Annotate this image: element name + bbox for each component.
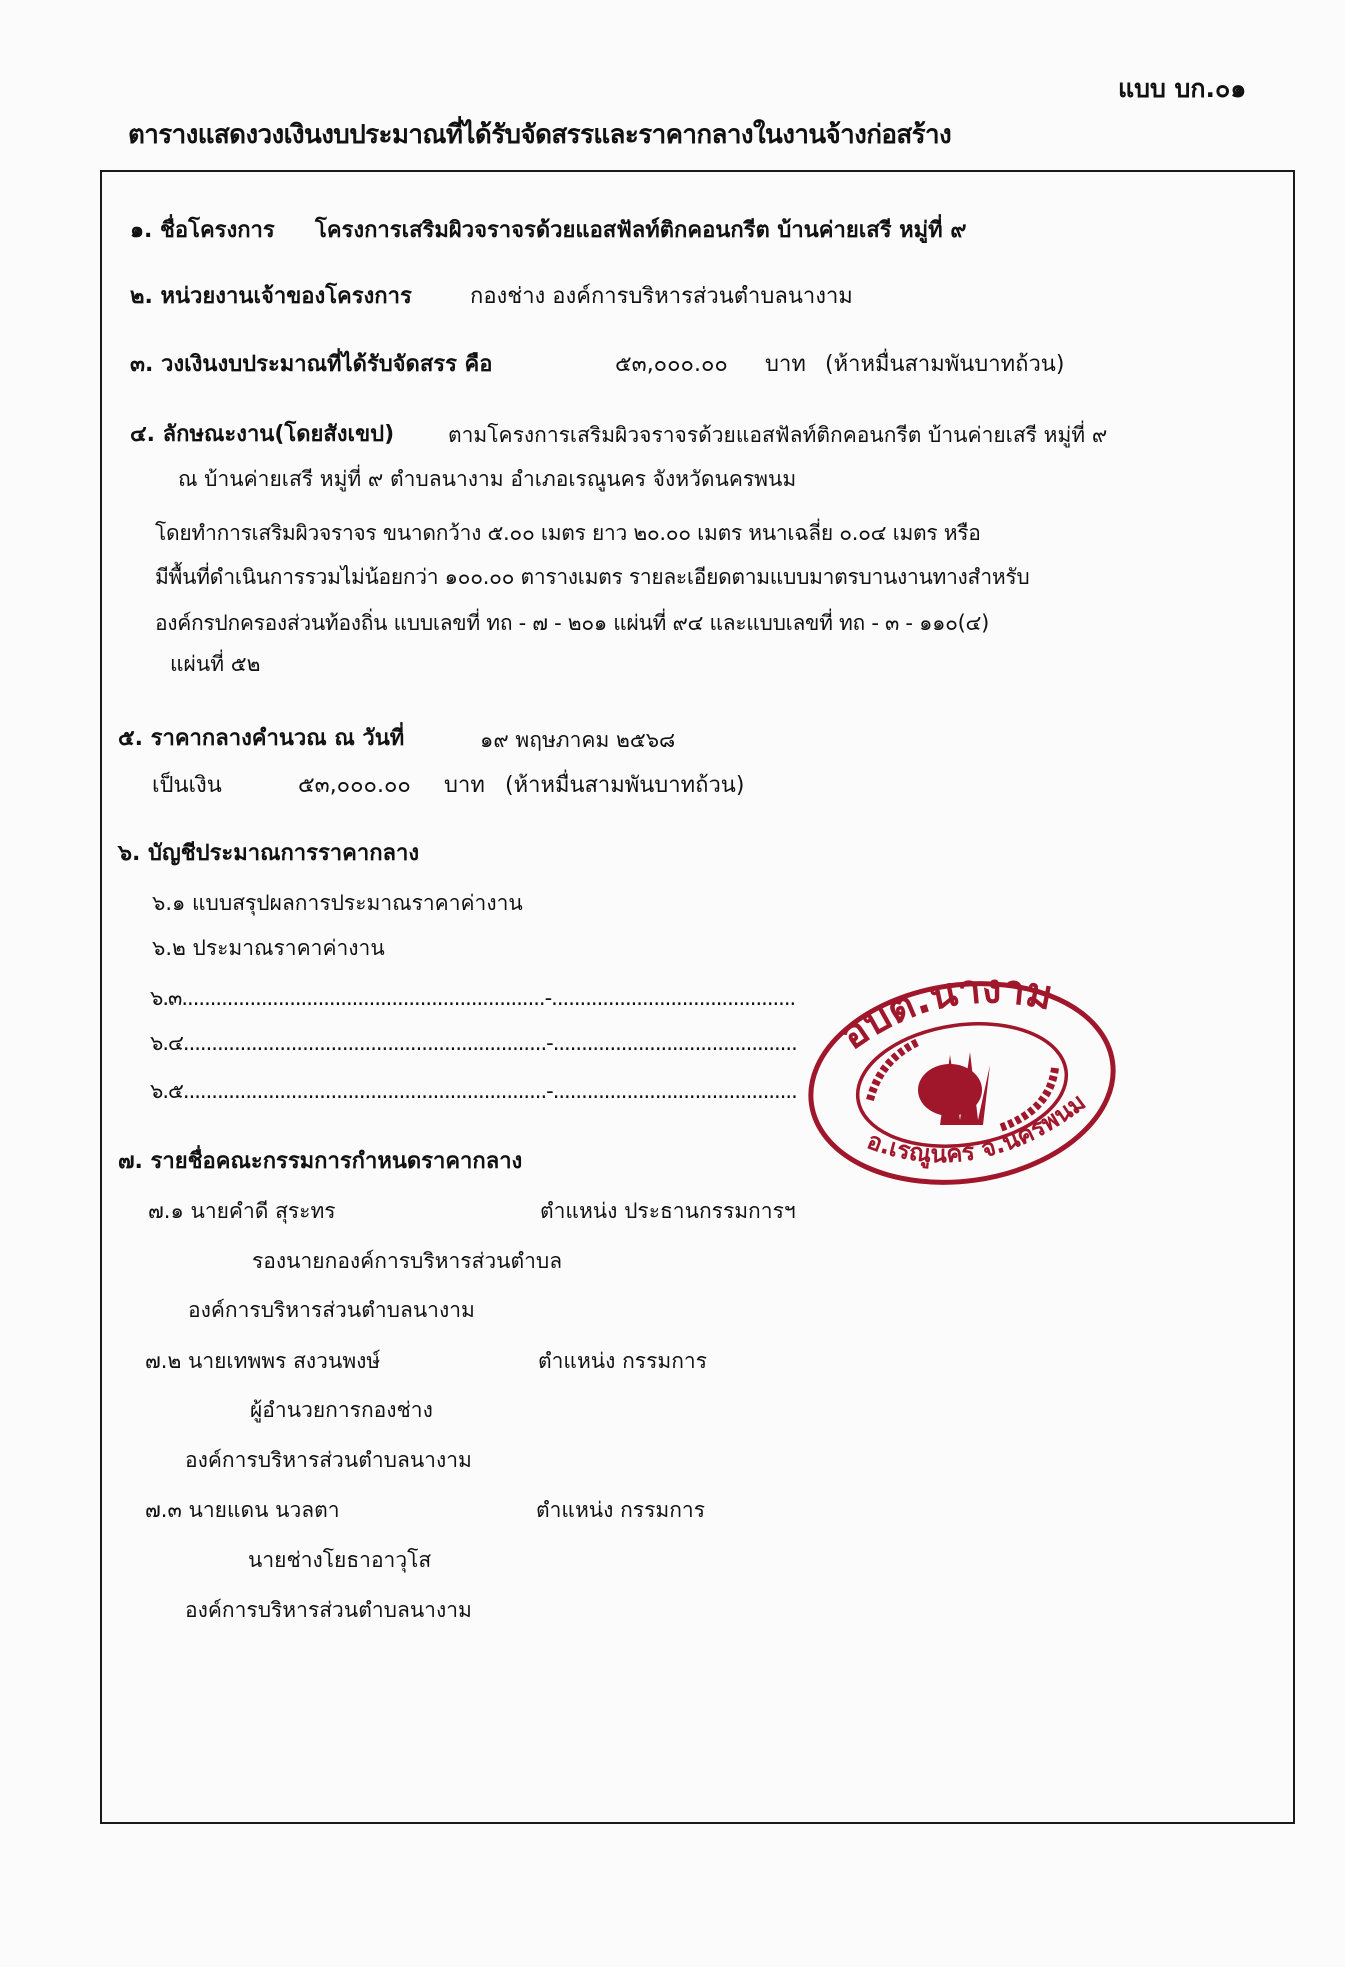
committee-member-org: องค์การบริหารส่วนตำบลนางาม xyxy=(188,1298,475,1322)
median-price-date: ๑๙ พฤษภาคม ๒๕๖๘ xyxy=(480,728,676,752)
estimate-entry: ๖.๑ แบบสรุปผลการประมาณราคาค่างาน xyxy=(152,891,523,915)
entry-number: ๖.๓ xyxy=(150,986,182,1010)
work-description-line: แผ่นที่ ๕๒ xyxy=(170,652,261,676)
committee-member-title: รองนายกองค์การบริหารส่วนตำบล xyxy=(252,1249,563,1273)
budget-label: ๓. วงเงินงบประมาณที่ได้รับจัดสรร คือ xyxy=(130,352,493,377)
stamp-emblem xyxy=(918,1052,990,1125)
committee-member-name: ๗.๓ นายแดน นวลตา xyxy=(145,1498,340,1522)
budget-amount: ๕๓,๐๐๐.๐๐ xyxy=(615,352,728,377)
entry-number: ๖.๕ xyxy=(150,1079,183,1103)
rice-wreath-left xyxy=(870,1042,918,1100)
committee-member-org: องค์การบริหารส่วนตำบลนางาม xyxy=(185,1448,472,1472)
entry-dash: - xyxy=(546,1079,553,1103)
stamp-bottom-text: อ.เรณูนคร จ.นครพนม xyxy=(863,1087,1091,1169)
entry-dots: ................................................................ xyxy=(182,1031,547,1055)
entry-dots: ................................................................ xyxy=(182,1079,547,1103)
estimate-list-label: ๖. บัญชีประมาณการราคากลาง xyxy=(118,841,420,866)
document-title: ตารางแสดงวงเงินงบประมาณที่ได้รับจัดสรรและราคากลางในงานจ้างก่อสร้าง xyxy=(128,120,952,150)
budget-unit: บาท xyxy=(765,352,806,377)
work-description-label: ๔. ลักษณะงาน(โดยสังเขป) xyxy=(130,422,395,447)
owner-unit-label: ๒. หน่วยงานเจ้าของโครงการ xyxy=(130,284,412,309)
median-price-amount: ๕๓,๐๐๐.๐๐ xyxy=(298,773,411,798)
committee-label: ๗. รายชื่อคณะกรรมการกำหนดราคากลาง xyxy=(118,1149,523,1174)
owner-unit-value: กองช่าง องค์การบริหารส่วนตำบลนางาม xyxy=(470,284,853,309)
median-price-amount-label: เป็นเงิน xyxy=(152,773,222,798)
entry-dots: ........................................... xyxy=(552,1031,797,1055)
entry-number: ๖.๔ xyxy=(150,1031,183,1055)
official-seal-stamp xyxy=(800,970,1130,1200)
committee-member-org: องค์การบริหารส่วนตำบลนางาม xyxy=(185,1598,472,1622)
committee-member-name: ๗.๒ นายเทพพร สงวนพงษ์ xyxy=(145,1349,381,1373)
work-description-line: มีพื้นที่ดำเนินการรวมไม่น้อยกว่า ๑๐๐.๐๐ ตารางเมตร รายละเอียดตามแบบมาตรบานงานทางสำหรับ xyxy=(155,565,1030,589)
committee-member-name: ๗.๑ นายคำดี สุระทร xyxy=(148,1199,336,1223)
median-price-unit: บาท xyxy=(444,773,485,798)
entry-dots: ........................................... xyxy=(552,1079,797,1103)
median-price-amount-text: (ห้าหมื่นสามพันบาทถ้วน) xyxy=(505,773,745,798)
estimate-blank-entry xyxy=(150,1033,797,1054)
form-code: แบบ บก.๐๑ xyxy=(1118,74,1247,103)
estimate-blank-entry xyxy=(150,1081,797,1102)
work-description-line: องค์กรปกครองส่วนท้องถิ่น แบบเลขที่ ทถ - ๗ - ๒๐๑ แผ่นที่ ๙๔ และแบบเลขที่ ทถ - ๓ - ๑๑๐(๔) xyxy=(155,611,990,635)
budget-amount-text: (ห้าหมื่นสามพันบาทถ้วน) xyxy=(825,352,1065,377)
project-name-value: โครงการเสริมผิวจราจรด้วยแอสฟัลท์ติกคอนกรีต บ้านค่ายเสรี หมู่ที่ ๙ xyxy=(315,218,967,243)
project-name-label: ๑. ชื่อโครงการ xyxy=(130,218,275,243)
work-description-line: โดยทำการเสริมผิวจราจร ขนาดกว้าง ๕.๐๐ เมตร ยาว ๒๐.๐๐ เมตร หนาเฉลี่ย ๐.๐๔ เมตร หรือ xyxy=(155,521,981,545)
median-price-label: ๕. ราคากลางคำนวณ ณ วันที่ xyxy=(118,726,405,751)
entry-dash: - xyxy=(546,1031,553,1055)
committee-member-title: ผู้อำนวยการกองช่าง xyxy=(250,1398,433,1422)
estimate-blank-entry xyxy=(150,988,795,1009)
entry-dots: ........................................... xyxy=(551,986,796,1010)
work-description-line: ณ บ้านค่ายเสรี หมู่ที่ ๙ ตำบลนางาม อำเภอเรณูนคร จังหวัดนครพนม xyxy=(178,467,797,491)
stamp-top-text: อบต.นางาม xyxy=(831,970,1057,1059)
committee-member-position: ตำแหน่ง ประธานกรรมการฯ xyxy=(540,1199,796,1223)
work-description-line: ตามโครงการเสริมผิวจราจรด้วยแอสฟัลท์ติกคอนกรีต บ้านค่ายเสรี หมู่ที่ ๙ xyxy=(448,423,1108,447)
entry-dots: ................................................................ xyxy=(181,986,545,1010)
committee-member-position: ตำแหน่ง กรรมการ xyxy=(536,1498,705,1522)
estimate-entry: ๖.๒ ประมาณราคาค่างาน xyxy=(152,936,385,960)
entry-dash: - xyxy=(544,986,552,1010)
committee-member-title: นายช่างโยธาอาวุโส xyxy=(248,1548,432,1572)
committee-member-position: ตำแหน่ง กรรมการ xyxy=(538,1349,707,1373)
